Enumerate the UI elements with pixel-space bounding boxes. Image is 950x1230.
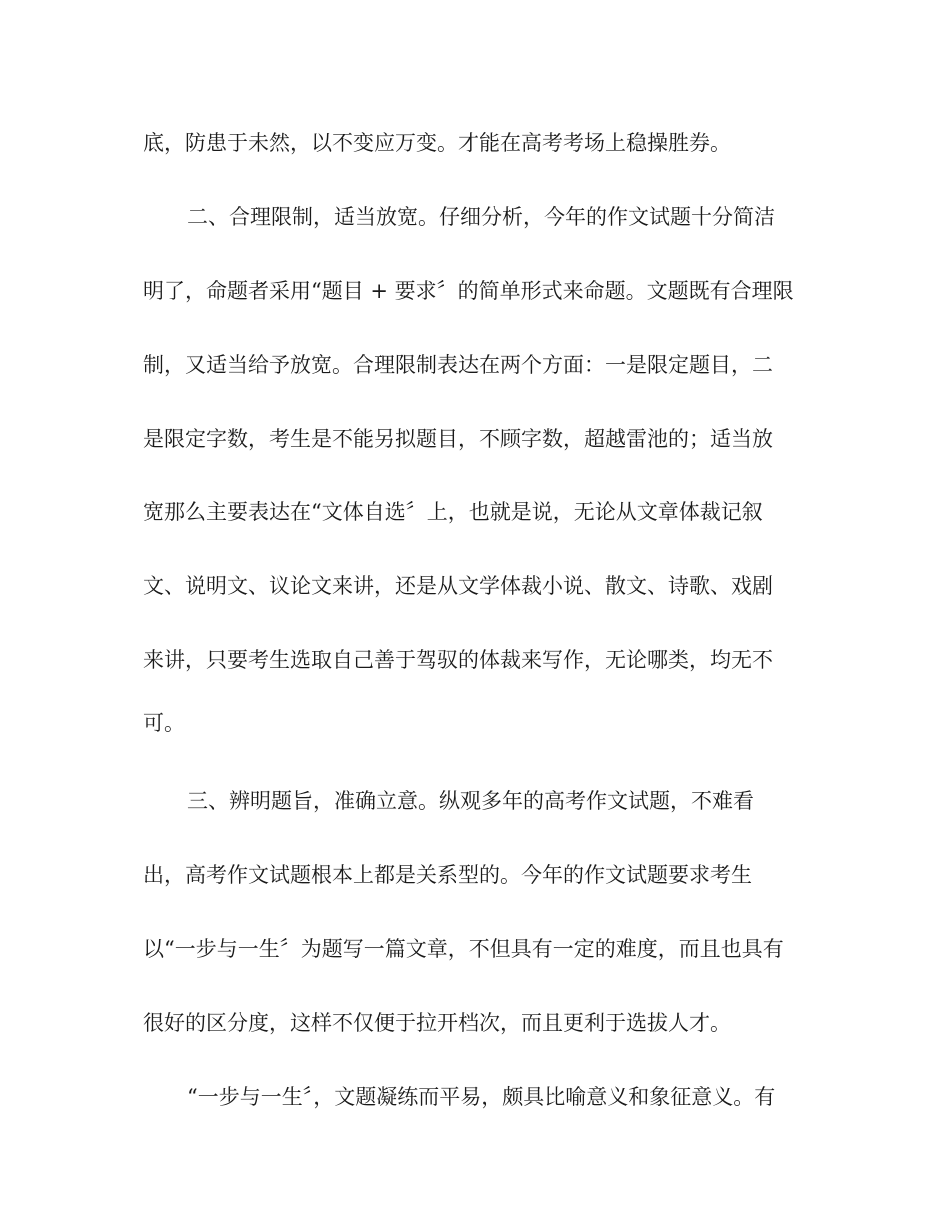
text-line-content: 明了，命题者采用“题目 + 要求〞的简单形式来命题。文题既有合理限 — [143, 279, 794, 303]
text-line — [0, 497, 950, 527]
text-line-content: 制，又适当给予放宽。合理限制表达在两个方面：一是限定题目，二 — [143, 353, 773, 377]
text-line-content: “一步与一生〞，文题凝练而平易，颇具比喻意义和象征意义。有 — [187, 1085, 776, 1109]
text-line — [0, 571, 950, 601]
text-line — [0, 934, 950, 964]
text-line — [0, 786, 950, 816]
text-line-content: 可。 — [143, 711, 185, 735]
text-line-content: 出，高考作文试题根本上都是关系型的。今年的作文试题要求考生 — [143, 863, 752, 887]
text-line — [0, 860, 950, 890]
text-line — [0, 350, 950, 380]
text-line-content: 来讲，只要考生选取自己善于驾驭的体裁来写作，无论哪类，均无不 — [143, 648, 773, 672]
text-line-content: 很好的区分度，这样不仅便于拉开档次，而且更利于选拔人才。 — [143, 1011, 731, 1035]
text-line-content: 二、合理限制，适当放宽。仔细分析，今年的作文试题十分简洁 — [187, 205, 775, 229]
text-line — [0, 276, 950, 306]
text-line — [0, 1008, 950, 1038]
text-line-content: 宽那么主要表达在“文体自选〞上，也就是说，无论从文章体裁记叙 — [143, 500, 763, 524]
text-line-content: 底，防患于未然，以不变应万变。才能在高考考场上稳操胜券。 — [143, 131, 731, 155]
text-line — [0, 708, 950, 738]
text-line-content: 文、说明文、议论文来讲，还是从文学体裁小说、散文、诗歌、戏剧 — [143, 574, 773, 598]
text-line-content: 三、辨明题旨，准确立意。纵观多年的高考作文试题，不难看 — [187, 789, 754, 813]
text-line — [0, 202, 950, 232]
text-line — [0, 645, 950, 675]
text-line — [0, 128, 950, 158]
text-line — [0, 1082, 950, 1112]
text-line-content: 以“一步与一生〞为题写一篇文章，不但具有一定的难度，而且也具有 — [143, 937, 784, 961]
text-line — [0, 424, 950, 454]
text-line-content: 是限定字数，考生是不能另拟题目，不顾字数，超越雷池的；适当放 — [143, 427, 773, 451]
